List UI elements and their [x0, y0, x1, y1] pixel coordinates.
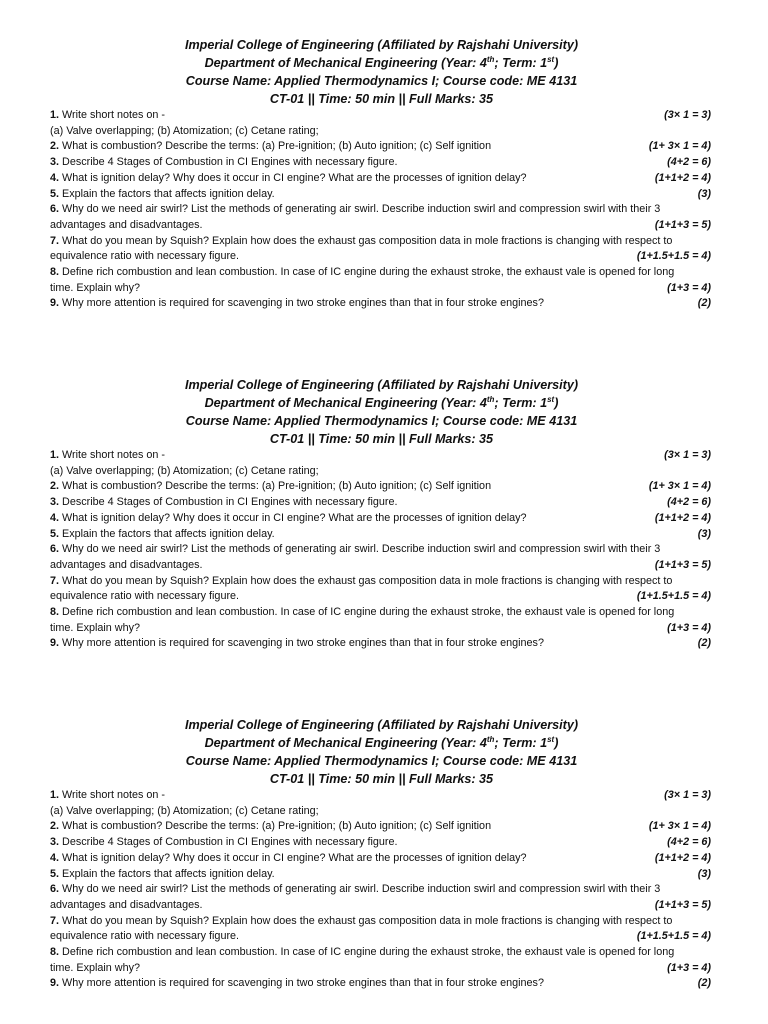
- course-line: Course Name: Applied Thermodynamics I; Course code: ME 4131: [185, 414, 578, 428]
- question-number: 5.: [50, 527, 60, 540]
- question-number: 7.: [50, 914, 60, 927]
- question-9: [50, 636, 713, 652]
- question-text: Write short notes on -: [59, 789, 166, 801]
- question-text: What do you mean by Squish? Explain how does the exhaust gas composition data in mole fractions is changing with respect to: [59, 574, 673, 587]
- question-marks: (1+1.5+1.5 = 4): [636, 930, 711, 943]
- question-6: [50, 882, 713, 913]
- question-3: [50, 835, 713, 851]
- question-number: 1.: [50, 449, 60, 461]
- question-marks: (2): [697, 977, 711, 990]
- question-number: 7.: [50, 574, 60, 587]
- question-text: What is ignition delay? Why does it occur in CI engine? What are the processes of ignition delay?: [59, 851, 527, 864]
- question-marks: (4+2 = 6): [667, 836, 711, 849]
- question-text: Why do we need air swirl? List the methods of generating air swirl. Describe induction swirl and compression swirl with their 3: [59, 883, 661, 896]
- question-4: [50, 171, 713, 187]
- question-marks: (1+ 3× 1 = 4): [648, 480, 711, 493]
- question-8: [50, 945, 713, 976]
- question-3: [50, 155, 713, 171]
- question-marks: (1+1+3 = 5): [654, 558, 711, 571]
- question-number: 4.: [50, 851, 60, 864]
- question-list: [50, 108, 713, 312]
- question-number: 7.: [50, 234, 60, 247]
- question-1: [50, 108, 713, 139]
- question-text-continued: time. Explain why?: [50, 281, 141, 294]
- question-marks: (1+1.5+1.5 = 4): [636, 250, 711, 263]
- question-marks: (1+1+2 = 4): [654, 851, 711, 864]
- question-text: What is ignition delay? Why does it occur in CI engine? What are the processes of ignition delay?: [59, 511, 527, 524]
- question-number: 1.: [50, 109, 60, 121]
- question-number: 8.: [50, 266, 60, 279]
- question-marks: (3): [697, 187, 711, 200]
- question-number: 6.: [50, 203, 60, 216]
- exam-info-line: CT-01 || Time: 50 min || Full Marks: 35: [269, 432, 494, 446]
- question-number: 8.: [50, 946, 60, 959]
- college-title: Imperial College of Engineering (Affiliated by Rajshahi University): [184, 38, 579, 52]
- question-marks: (2): [697, 637, 711, 650]
- question-number: 2.: [50, 140, 60, 153]
- question-number: 1.: [50, 789, 60, 801]
- question-marks: (1+1+2 = 4): [654, 511, 711, 524]
- question-text-continued: time. Explain why?: [50, 621, 141, 634]
- question-number: 4.: [50, 171, 60, 184]
- term-text: ; Term: 1: [494, 396, 548, 410]
- question-text: What is combustion? Describe the terms: (a) Pre-ignition; (b) Auto ignition; (c) Self ignition: [59, 480, 492, 493]
- question-text: Define rich combustion and lean combustion. In case of IC engine during the exhaust stroke, the exhaust vale is opened for long: [59, 266, 675, 279]
- year-suffix: th: [486, 734, 495, 744]
- term-text: ; Term: 1: [494, 56, 548, 70]
- question-subparts: (a) Valve overlapping; (b) Atomization; (c) Cetane rating;: [50, 464, 319, 477]
- question-6: [50, 202, 713, 233]
- question-text-continued: equivalence ratio with necessary figure.: [50, 930, 240, 943]
- question-9: [50, 296, 713, 312]
- course-line: Course Name: Applied Thermodynamics I; Course code: ME 4131: [185, 74, 578, 88]
- question-2: [50, 139, 713, 155]
- question-list: [50, 448, 713, 652]
- department-close: ): [554, 396, 559, 410]
- question-number: 6.: [50, 883, 60, 896]
- question-marks: (1+3 = 4): [667, 281, 711, 294]
- question-paper-1: [50, 36, 713, 312]
- question-1: [50, 788, 713, 819]
- department-text: Department of Mechanical Engineering (Year: 4: [204, 736, 487, 750]
- question-paper-3: [50, 716, 713, 992]
- exam-info-line: CT-01 || Time: 50 min || Full Marks: 35: [269, 772, 494, 786]
- question-marks: (4+2 = 6): [667, 156, 711, 169]
- question-text: Write short notes on -: [59, 109, 166, 121]
- question-text: What do you mean by Squish? Explain how does the exhaust gas composition data in mole fractions is changing with respect to: [59, 914, 673, 927]
- question-text-continued: advantages and disadvantages.: [50, 558, 203, 571]
- college-title: Imperial College of Engineering (Affiliated by Rajshahi University): [184, 378, 579, 392]
- question-7: [50, 234, 713, 265]
- question-8: [50, 605, 713, 636]
- paper-header: [50, 376, 713, 448]
- question-marks: (3): [697, 867, 711, 880]
- question-marks: (1+1+3 = 5): [654, 898, 711, 911]
- paper-header: [50, 716, 713, 788]
- question-text-continued: advantages and disadvantages.: [50, 218, 203, 231]
- question-number: 6.: [50, 543, 60, 556]
- department-text: Department of Mechanical Engineering (Year: 4: [204, 56, 487, 70]
- question-5: [50, 527, 713, 543]
- department-line: [50, 54, 713, 72]
- question-text: Explain the factors that affects ignition delay.: [59, 867, 275, 880]
- question-marks: (2): [697, 297, 711, 310]
- question-6: [50, 542, 713, 573]
- question-8: [50, 265, 713, 296]
- question-text: What is combustion? Describe the terms: (a) Pre-ignition; (b) Auto ignition; (c) Self ignition: [59, 140, 492, 153]
- department-close: ): [554, 56, 559, 70]
- question-marks: (3× 1 = 3): [664, 789, 711, 801]
- question-text-continued: equivalence ratio with necessary figure.: [50, 250, 240, 263]
- question-9: [50, 976, 713, 992]
- question-marks: (1+1+2 = 4): [654, 171, 711, 184]
- question-text: Describe 4 Stages of Combustion in CI Engines with necessary figure.: [59, 156, 398, 169]
- department-close: ): [554, 736, 559, 750]
- question-2: [50, 819, 713, 835]
- question-text: Define rich combustion and lean combustion. In case of IC engine during the exhaust stroke, the exhaust vale is opened for long: [59, 946, 675, 959]
- question-5: [50, 187, 713, 203]
- question-paper-2: [50, 376, 713, 652]
- term-suffix: st: [547, 394, 555, 404]
- year-suffix: th: [486, 54, 495, 64]
- question-text: Write short notes on -: [59, 449, 166, 461]
- question-text: Describe 4 Stages of Combustion in CI Engines with necessary figure.: [59, 836, 398, 849]
- question-4: [50, 511, 713, 527]
- question-7: [50, 574, 713, 605]
- term-suffix: st: [547, 734, 555, 744]
- year-suffix: th: [486, 394, 495, 404]
- question-1: [50, 448, 713, 479]
- question-number: 3.: [50, 836, 60, 849]
- question-marks: (1+1+3 = 5): [654, 218, 711, 231]
- question-marks: (1+1.5+1.5 = 4): [636, 590, 711, 603]
- question-number: 3.: [50, 156, 60, 169]
- department-line: [50, 394, 713, 412]
- question-number: 2.: [50, 820, 60, 833]
- question-text: Why do we need air swirl? List the methods of generating air swirl. Describe induction swirl and compression swirl with their 3: [59, 543, 661, 556]
- question-number: 5.: [50, 187, 60, 200]
- question-text: Why more attention is required for scavenging in two stroke engines than that in four stroke engines?: [59, 977, 544, 990]
- question-text: Why more attention is required for scavenging in two stroke engines than that in four stroke engines?: [59, 637, 544, 650]
- term-suffix: st: [547, 54, 555, 64]
- question-number: 8.: [50, 606, 60, 619]
- question-text: Explain the factors that affects ignition delay.: [59, 187, 275, 200]
- question-marks: (1+ 3× 1 = 4): [648, 140, 711, 153]
- question-5: [50, 867, 713, 883]
- paper-header: [50, 36, 713, 108]
- question-marks: (3): [697, 527, 711, 540]
- question-text: Why more attention is required for scavenging in two stroke engines than that in four stroke engines?: [59, 297, 544, 310]
- question-text: Describe 4 Stages of Combustion in CI Engines with necessary figure.: [59, 496, 398, 509]
- department-text: Department of Mechanical Engineering (Year: 4: [204, 396, 487, 410]
- question-text: What is ignition delay? Why does it occur in CI engine? What are the processes of ignition delay?: [59, 171, 527, 184]
- question-number: 3.: [50, 496, 60, 509]
- question-2: [50, 479, 713, 495]
- question-number: 4.: [50, 511, 60, 524]
- question-text: Why do we need air swirl? List the methods of generating air swirl. Describe induction swirl and compression swirl with their 3: [59, 203, 661, 216]
- question-list: [50, 788, 713, 992]
- question-text: Explain the factors that affects ignition delay.: [59, 527, 275, 540]
- question-text: What do you mean by Squish? Explain how does the exhaust gas composition data in mole fractions is changing with respect to: [59, 234, 673, 247]
- question-marks: (3× 1 = 3): [664, 449, 711, 461]
- question-marks: (4+2 = 6): [667, 496, 711, 509]
- question-marks: (1+ 3× 1 = 4): [648, 820, 711, 833]
- term-text: ; Term: 1: [494, 736, 548, 750]
- question-number: 2.: [50, 480, 60, 493]
- question-number: 5.: [50, 867, 60, 880]
- question-number: 9.: [50, 297, 60, 310]
- question-subparts: (a) Valve overlapping; (b) Atomization; (c) Cetane rating;: [50, 804, 319, 817]
- question-marks: (1+3 = 4): [667, 621, 711, 634]
- question-7: [50, 914, 713, 945]
- question-number: 9.: [50, 637, 60, 650]
- course-line: Course Name: Applied Thermodynamics I; Course code: ME 4131: [185, 754, 578, 768]
- exam-info-line: CT-01 || Time: 50 min || Full Marks: 35: [269, 92, 494, 106]
- question-marks: (3× 1 = 3): [664, 109, 711, 121]
- question-text-continued: time. Explain why?: [50, 961, 141, 974]
- question-4: [50, 851, 713, 867]
- question-text-continued: advantages and disadvantages.: [50, 898, 203, 911]
- question-text: Define rich combustion and lean combustion. In case of IC engine during the exhaust stroke, the exhaust vale is opened for long: [59, 606, 675, 619]
- question-subparts: (a) Valve overlapping; (b) Atomization; (c) Cetane rating;: [50, 124, 319, 137]
- question-text-continued: equivalence ratio with necessary figure.: [50, 590, 240, 603]
- department-line: [50, 734, 713, 752]
- question-marks: (1+3 = 4): [667, 961, 711, 974]
- question-number: 9.: [50, 977, 60, 990]
- question-3: [50, 495, 713, 511]
- question-text: What is combustion? Describe the terms: (a) Pre-ignition; (b) Auto ignition; (c) Self ignition: [59, 820, 492, 833]
- college-title: Imperial College of Engineering (Affiliated by Rajshahi University): [184, 718, 579, 732]
